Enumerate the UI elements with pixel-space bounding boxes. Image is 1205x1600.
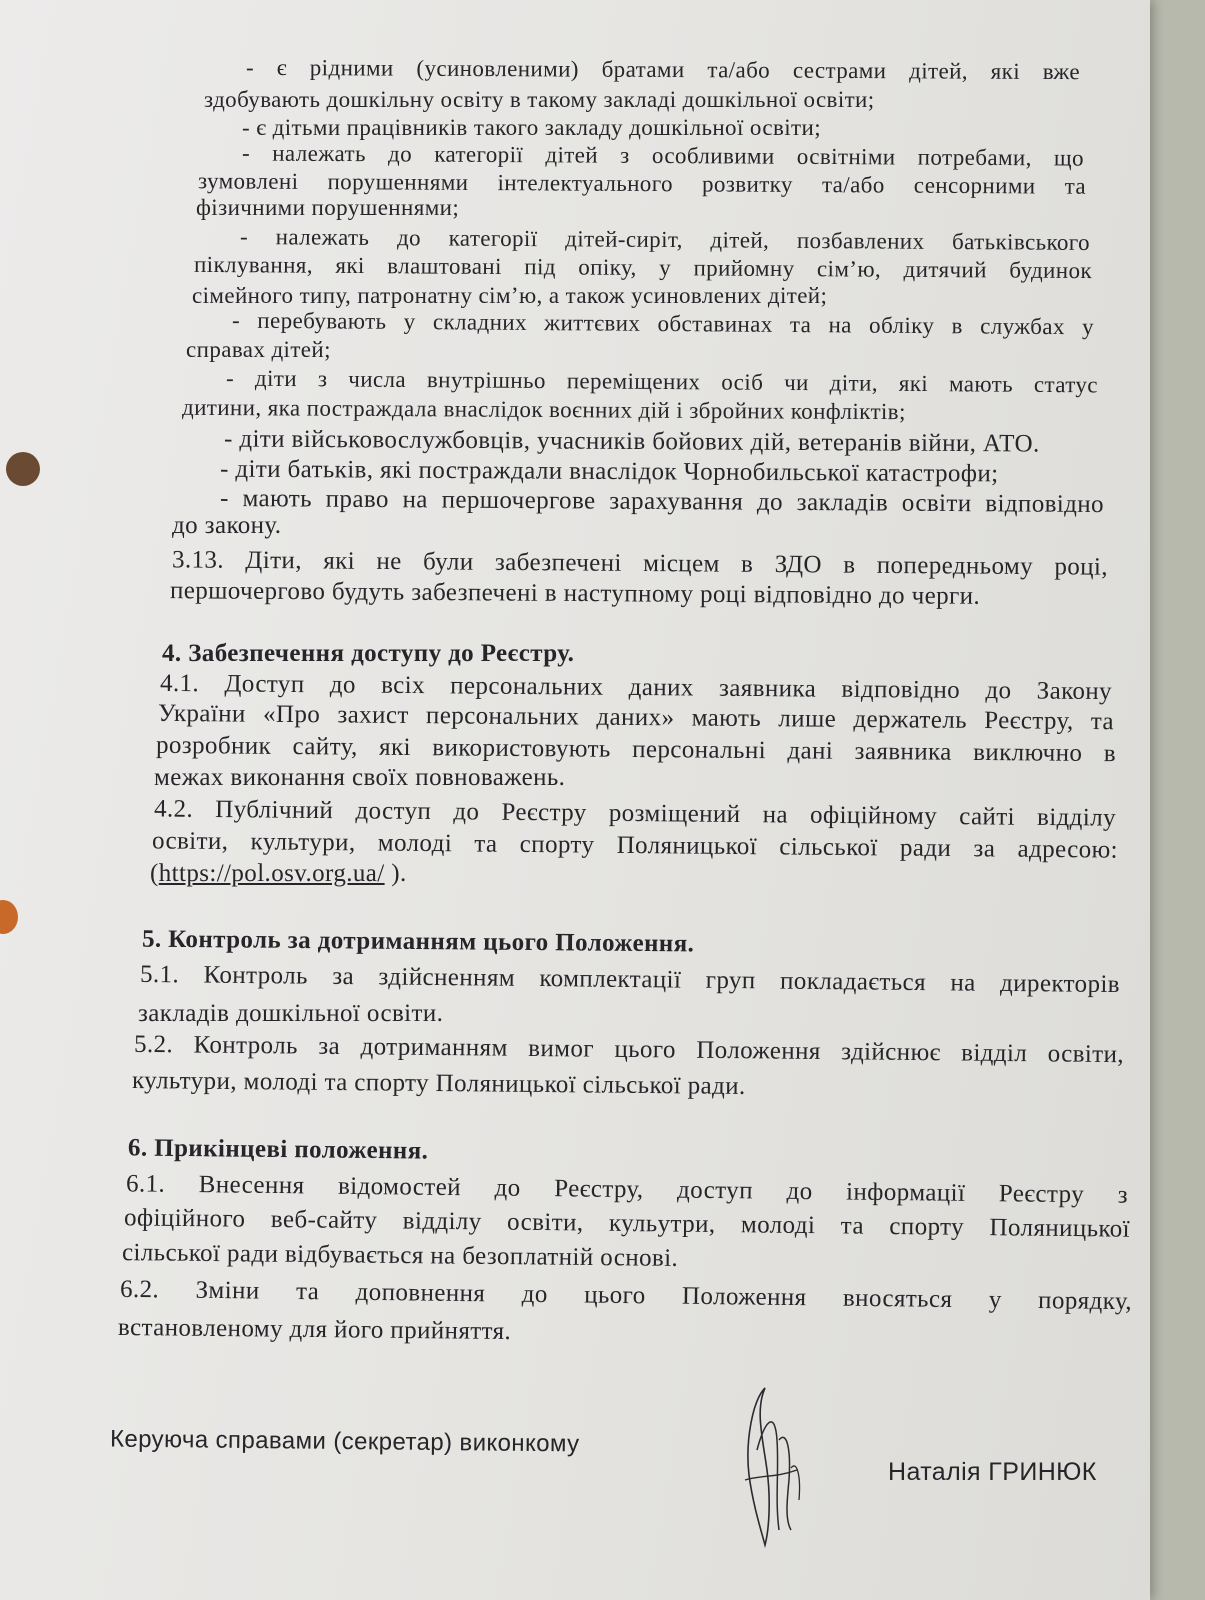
list-item: - належать до категорії дітей-сиріт, дітей, позбавлених батьківського: [239, 224, 1091, 255]
list-item: сімейного типу, патронатну сім’ю, а також усиновлених дітей;: [192, 283, 828, 308]
list-item: - є рідними (усиновленими) братами та/або сестрами дітей, які вже: [245, 54, 1081, 85]
list-item: піклування, які влаштовані під опіку, у прийомну сім’ю, дитячий будинок: [193, 251, 1093, 284]
list-item: - діти з числа внутрішньо переміщених осіб чи діти, які мають статус: [225, 365, 1099, 398]
paragraph-6-2: 6.2. Зміни та доповнення до цього Положення вносяться у порядку,: [119, 1275, 1133, 1316]
paragraph-6-1: сільської ради відбувається на безоплатній основі.: [121, 1239, 679, 1272]
paragraph-4-2: (https://pol.osv.org.ua/ ).: [150, 860, 407, 887]
handwritten-signature: [735, 1380, 815, 1550]
paragraph-4-1: 4.1. Доступ до всіх персональних даних заявника відповідно до Закону: [159, 669, 1113, 706]
list-item: - мають право на першочергове зарахування до закладів освіти відповідно: [219, 484, 1105, 519]
list-item: зумовлені порушеннями інтелектуального розвитку та/або сенсорними та: [197, 168, 1087, 199]
section-heading: 6. Прикінцеві положення.: [127, 1134, 429, 1165]
list-item: справах дітей;: [186, 337, 331, 362]
signatory-position: Керуюча справами (секретар) виконкому: [109, 1425, 580, 1458]
list-item: фізичними порушеннями;: [196, 195, 460, 220]
section-heading: 4. Забезпечення доступу до Реєстру.: [162, 640, 575, 667]
list-item: - діти батьків, які постраждали внаслідок Чорнобильської катастрофи;: [219, 455, 999, 488]
list-item: - належать до категорії дітей з особливими освітніми потребами, що: [241, 140, 1085, 171]
list-item: до закону.: [172, 512, 282, 539]
paragraph-6-1: офіційного веб-сайту відділу освіти, кульутри, молоді та спорту Поляницької: [123, 1204, 1131, 1243]
paragraph-3-13: першочергово будуть забезпечені в наступному році відповідно до черги.: [169, 577, 981, 610]
paragraph-4-1: межах виконання своїх повноважень.: [154, 764, 566, 791]
list-item: - є дітьми працівників такого закладу дошкільної освіти;: [242, 115, 821, 140]
paragraph-4-2: 4.2. Публічний доступ до Реєстру розміщений на офіційному сайті відділу: [153, 795, 1117, 832]
list-item: - перебувають у складних життєвих обставинах та на обліку в службах у: [231, 307, 1095, 340]
paragraph-4-1: розробник сайту, які використовують персональні дані заявника виключно в: [155, 731, 1117, 768]
paragraph-4-2: освіти, культури, молоді та спорту Поляницької сільської ради за адресою:: [151, 827, 1119, 864]
paragraph-3-13: 3.13. Діти, які не були забезпечені місцем в ЗДО в попередньому році,: [171, 546, 1109, 581]
paragraph-5-1: 5.1. Контроль за здійсненням комплектації груп покладається на директорів: [139, 960, 1121, 999]
paragraph-5-2: культури, молоді та спорту Поляницької сільської ради.: [131, 1067, 746, 1100]
list-item: здобувають дошкільну освіту в такому закладі дошкільної освіти;: [204, 87, 875, 112]
paragraph-5-2: 5.2. Контроль за дотриманням вимог цього Положення здійснює відділ освіти,: [133, 1030, 1125, 1069]
registry-link[interactable]: https://pol.osv.org.ua/: [158, 860, 385, 887]
paragraph-5-1: закладів дошкільної освіти.: [138, 1000, 444, 1027]
section-heading: 5. Контроль за дотриманням цього Положення.: [141, 925, 695, 958]
paragraph-6-1: 6.1. Внесення відомостей до Реєстру, доступ до інформації Реєстру з: [125, 1170, 1129, 1209]
list-item: - діти військовослужбовців, учасників бойових дій, ветеранів війни, АТО.: [223, 425, 1040, 458]
paragraph-6-2: встановленому для його прийняття.: [117, 1313, 512, 1346]
paragraph-4-1: України «Про захист персональних даних» мають лише держатель Реєстру, та: [157, 699, 1115, 736]
list-item: дитини, яка постраждала внаслідок воєнних дій і збройних конфліктів;: [181, 394, 906, 425]
signatory-name: Наталія ГРИНЮК: [888, 1458, 1097, 1486]
